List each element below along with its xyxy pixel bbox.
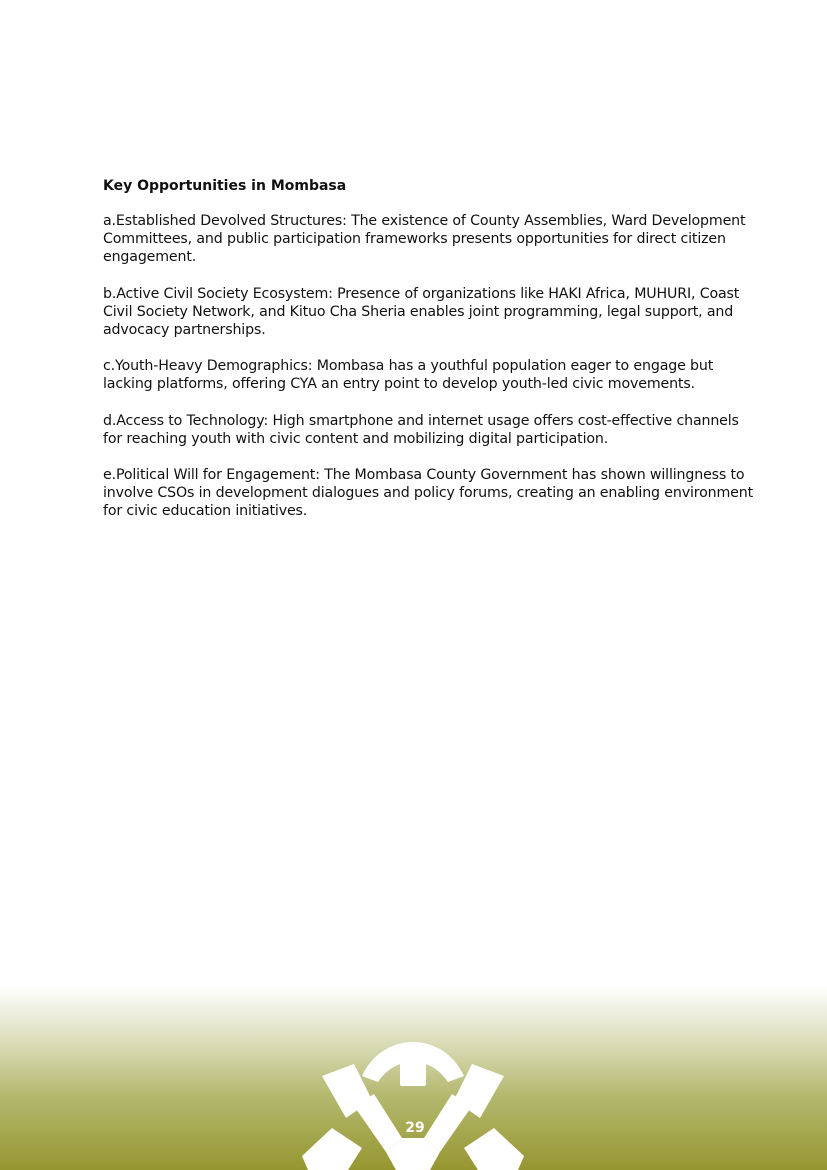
section-heading: Key Opportunities in Mombasa	[103, 178, 347, 194]
paragraph-b: b.Active Civil Society Ecosystem: Presence of organizations like HAKI Africa, MUHURI, Coast Civil Society Network, and Kituo Cha Sheria enables joint programming, legal support, and advocacy partnerships.	[103, 285, 740, 339]
page-number: 29	[405, 1120, 425, 1136]
page-content	[103, 176, 753, 539]
paragraph-a: a.Established Devolved Structures: The existence of County Assemblies, Ward Development Committees, and public participation frameworks presents opportunities for direct citizen engagement.	[103, 213, 746, 266]
paragraph-c: c.Youth-Heavy Demographics: Mombasa has a youthful population eager to engage but lacking platforms, offering CYA an entry point to develop youth-led civic movements.	[103, 358, 714, 393]
paragraph-e: e.Political Will for Engagement: The Mombasa County Government has shown willingness to involve CSOs in development dialogues and policy forums, creating an enabling environment for civic education initiatives.	[103, 467, 753, 520]
paragraph-d: d.Access to Technology: High smartphone and internet usage offers cost-effective channels for reaching youth with civic content and mobilizing digital participation.	[103, 412, 739, 447]
gear-emblem-icon	[302, 1036, 524, 1170]
